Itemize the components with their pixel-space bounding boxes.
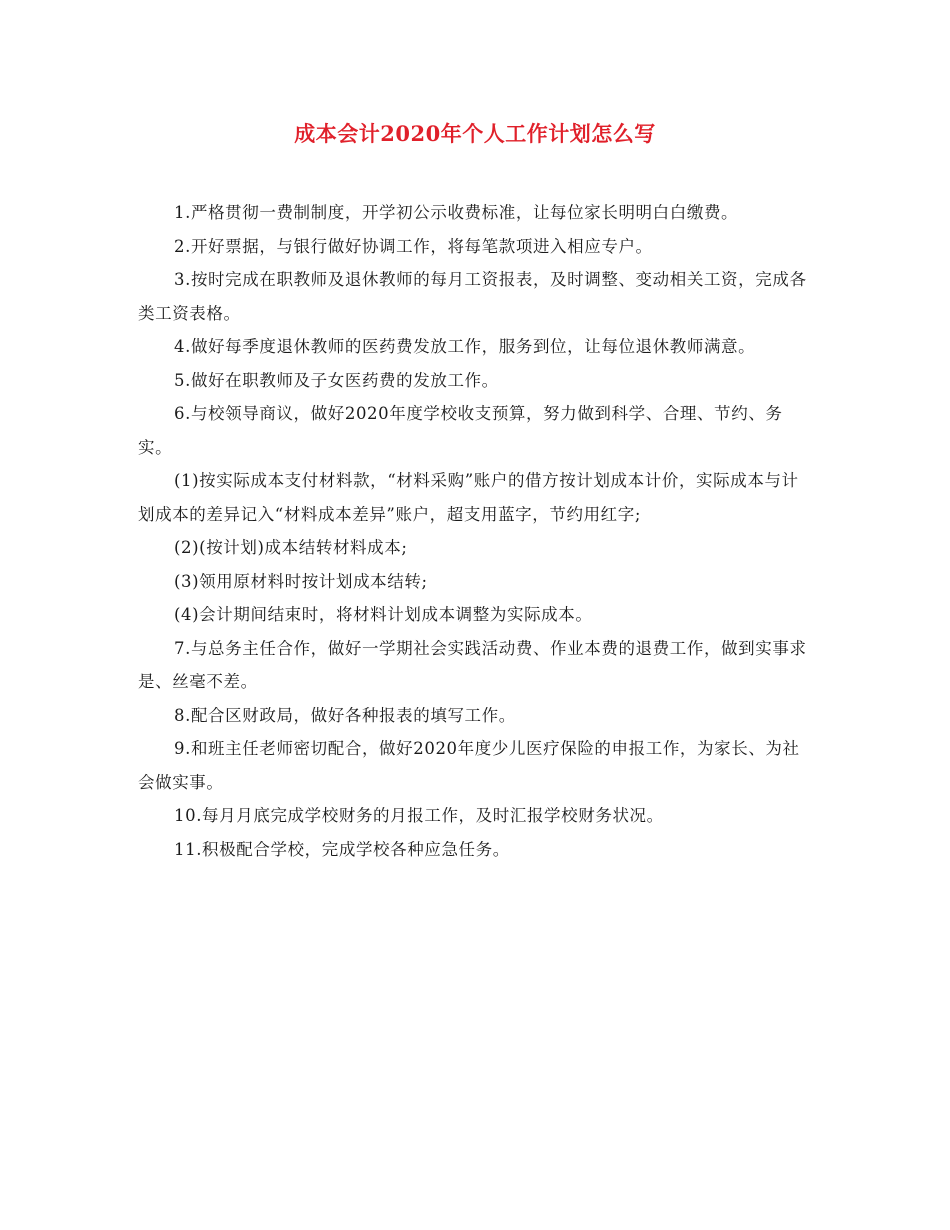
paragraph-6: 6.与校领导商议，做好2020年度学校收支预算，努力做到科学、合理、节约、务实。	[138, 404, 783, 457]
paragraph-6-sub-1: (1)按实际成本支付材料款，“材料采购”账户的借方按计划成本计价，实际成本与计划成本的差异记入“材料成本差异”账户，超支用蓝字，节约用红字;	[138, 471, 799, 524]
paragraph-3: 3.按时完成在职教师及退休教师的每月工资报表，及时调整、变动相关工资，完成各类工资表格。	[138, 270, 807, 323]
document-title: 成本会计2020年个人工作计划怎么写	[294, 121, 656, 146]
paragraph-2: 2.开好票据，与银行做好协调工作，将每笔款项进入相应专户。	[174, 236, 653, 256]
paragraph-6-sub-4: (4)会计期间结束时，将材料计划成本调整为实际成本。	[174, 605, 593, 624]
paragraph-6-sub-2: (2)(按计划)成本结转材料成本;	[174, 538, 408, 557]
paragraph-11: 11.积极配合学校，完成学校各种应急任务。	[174, 839, 510, 859]
paragraph-1: 1.严格贯彻一费制制度，开学初公示收费标准，让每位家长明明白白缴费。	[174, 203, 739, 222]
document-body	[138, 196, 814, 866]
paragraph-9: 9.和班主任老师密切配合，做好2020年度少儿医疗保险的申报工作，为家长、为社会做实事。	[138, 739, 800, 792]
paragraph-6-sub-3: (3)领用原材料时按计划成本结转;	[174, 571, 428, 591]
paragraph-4: 4.做好每季度退休教师的医药费发放工作，服务到位，让每位退休教师满意。	[174, 337, 756, 356]
paragraph-8: 8.配合区财政局，做好各种报表的填写工作。	[174, 705, 516, 725]
paragraph-5: 5.做好在职教师及子女医药费的发放工作。	[174, 370, 499, 390]
paragraph-10: 10.每月月底完成学校财务的月报工作，及时汇报学校财务状况。	[174, 806, 664, 825]
paragraph-7: 7.与总务主任合作，做好一学期社会实践活动费、作业本费的退费工作，做到实事求是、丝毫不差。	[138, 638, 807, 691]
